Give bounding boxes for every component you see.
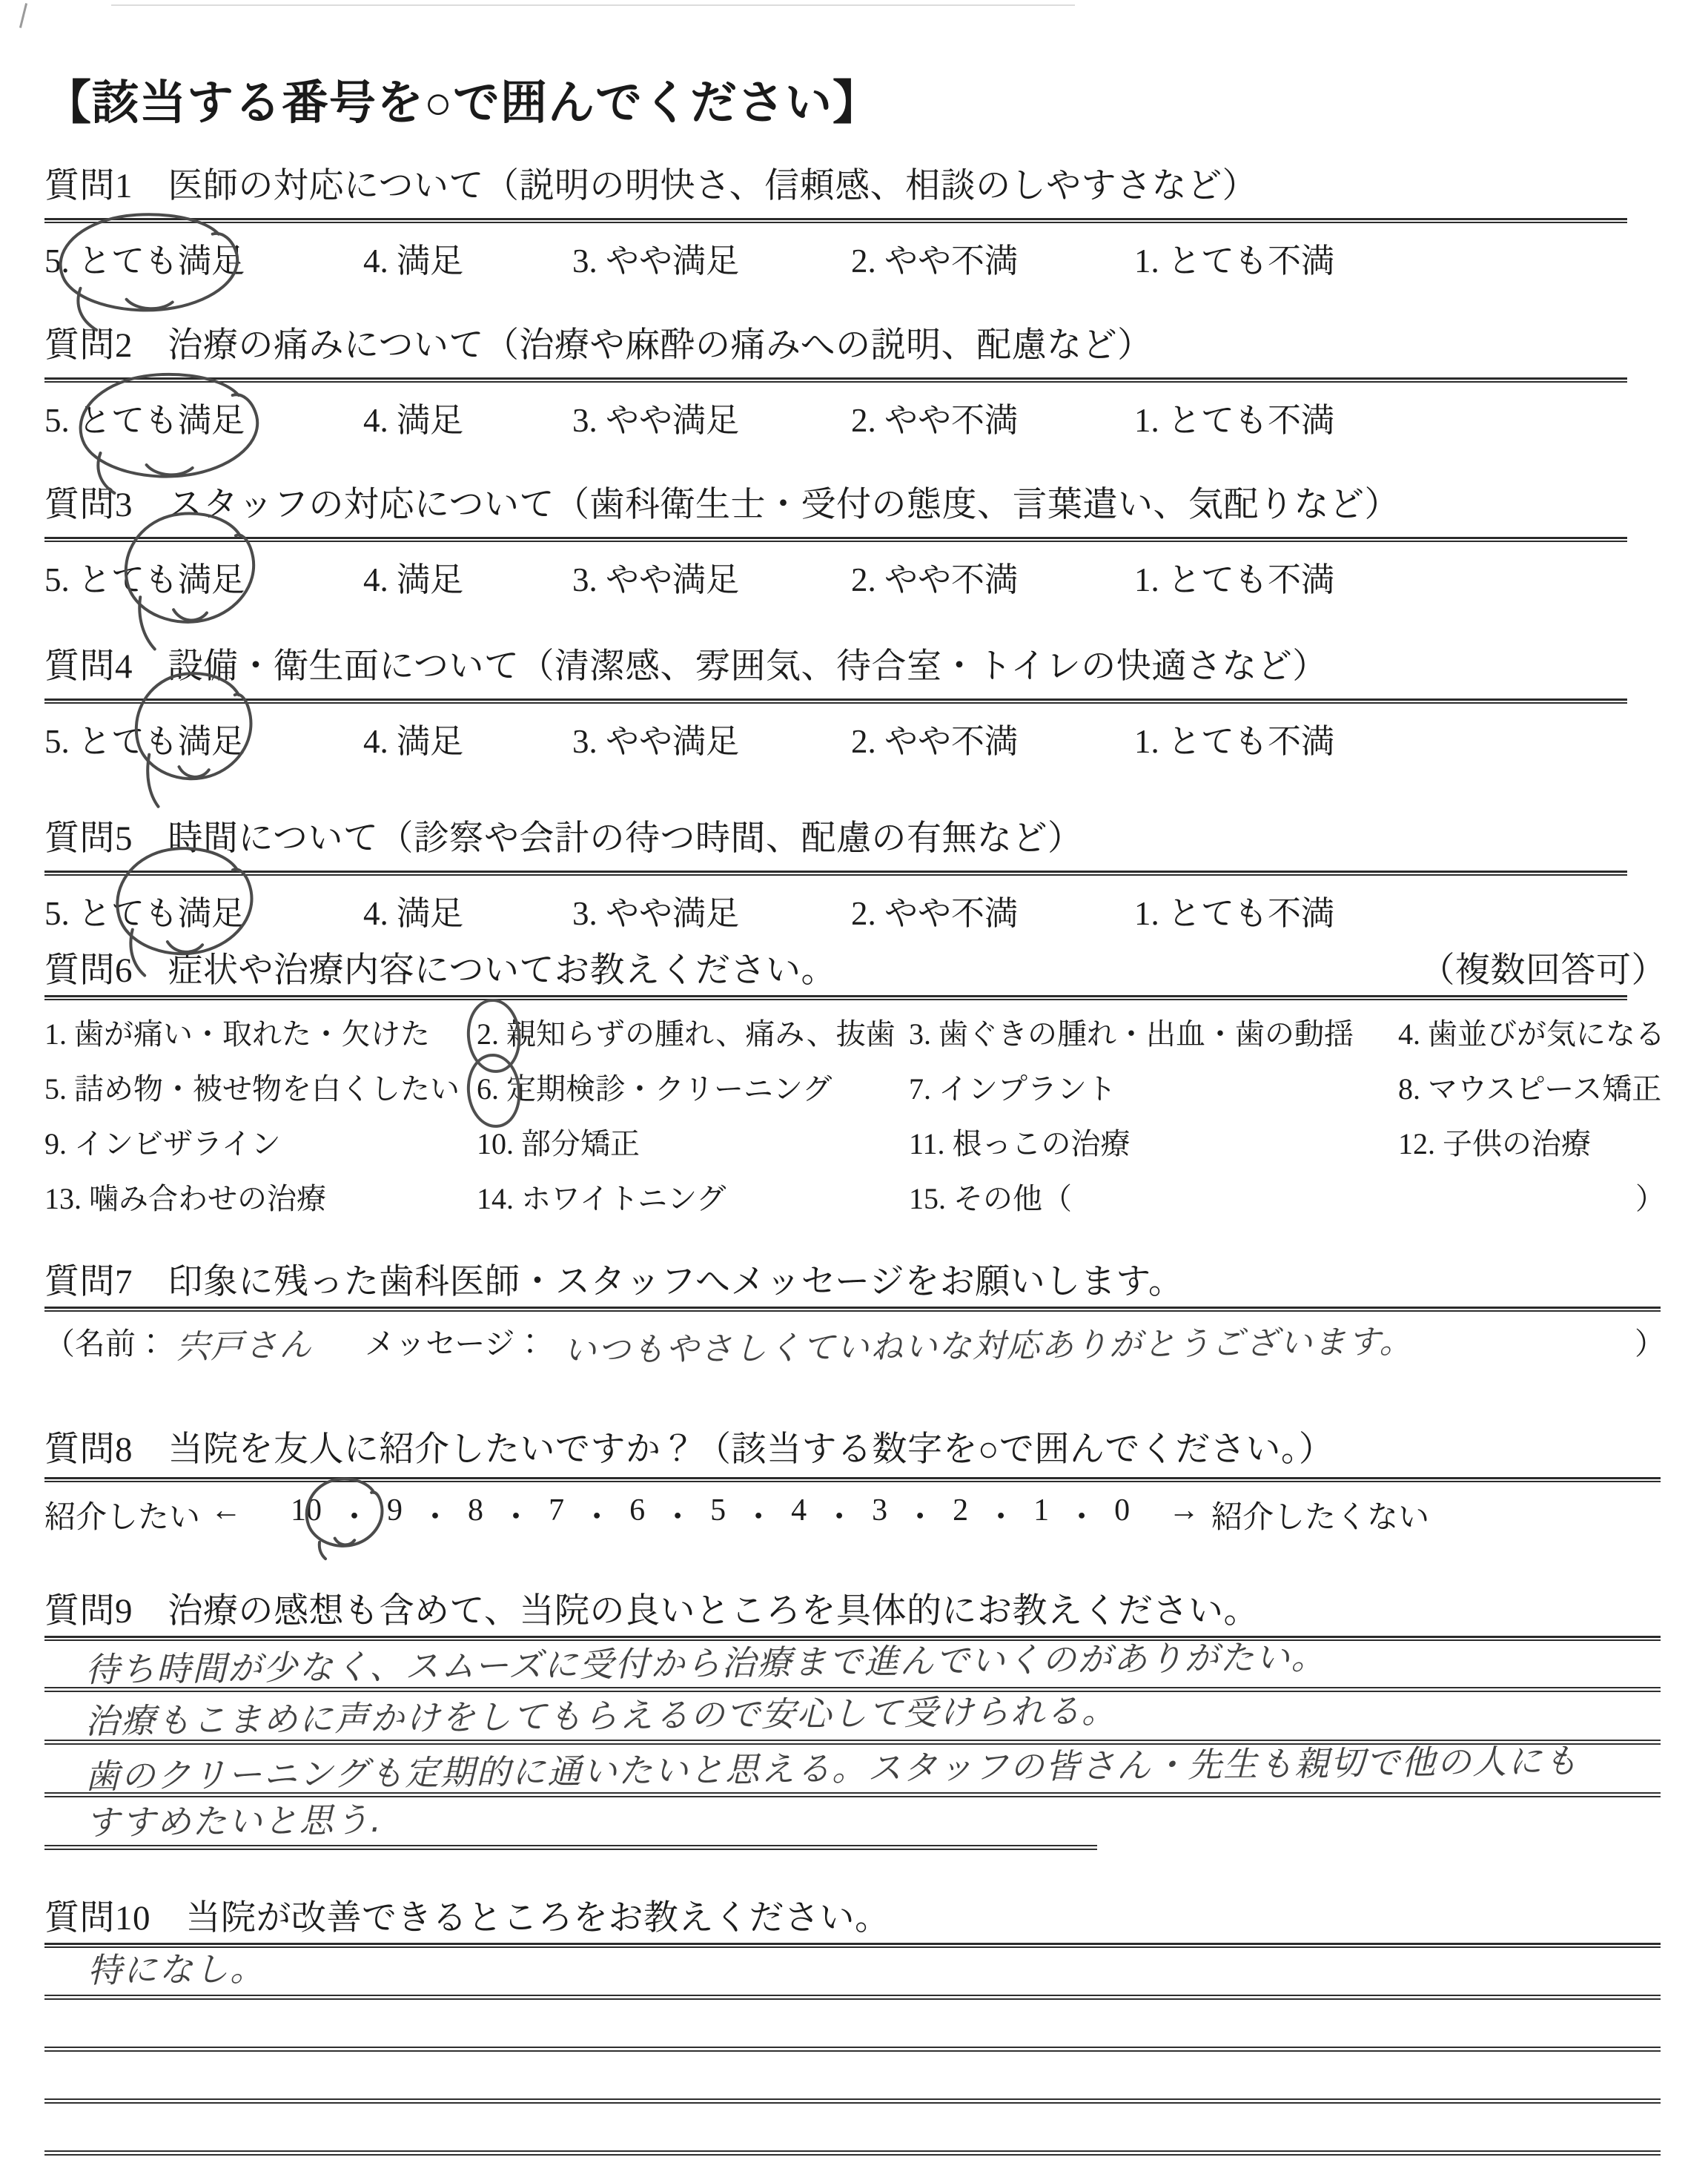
option-very-satisfied[interactable]: 5. とても満足 (44, 561, 245, 598)
question-5 (44, 817, 1666, 932)
answer-circle-q6-2: 2. (477, 1017, 499, 1051)
q9-answer-text-3: 歯のクリーニングも定期的に通いたいと思える。スタッフの皆さん・先生も親切で他の人にも (85, 1740, 1580, 1797)
q9-answer-text-2: 治療もこまめに声かけをしてもらえるので安心して受けられる。 (85, 1690, 1118, 1742)
question-5-heading: 質問5 時間について（診察や会計の待つ時間、配慮の有無など） (44, 819, 1083, 858)
option-somewhat-satisfied[interactable]: 3. やや満足 (572, 402, 740, 439)
option-somewhat-satisfied[interactable]: 3. やや満足 (572, 895, 740, 932)
q6-item-5[interactable]: 5. 詰め物・被せ物を白くしたい (44, 1072, 460, 1106)
question-9-heading: 質問9 治療の感想も含めて、当院の良いところを具体的にお教えください。 (44, 1592, 1260, 1631)
question-3-heading: 質問3 スタッフの対応について（歯科衛生士・受付の態度、言葉遣い、気配りなど） (44, 486, 1400, 524)
divider (44, 218, 1627, 223)
question-2 (44, 324, 1666, 439)
divider (44, 995, 1627, 1000)
question-8 (44, 1428, 1666, 1546)
q6-item-4[interactable]: 4. 歯並びが気になる (1398, 1017, 1665, 1051)
question-6-row-4 (44, 1175, 1666, 1218)
question-5-options (44, 886, 1666, 932)
answer-rule (44, 2150, 1661, 2156)
divider (44, 537, 1627, 542)
option-satisfied[interactable]: 4. 満足 (363, 895, 464, 932)
divider (44, 1943, 1661, 1948)
answer-rule (44, 2047, 1661, 2052)
question-6-row-3 (44, 1120, 1666, 1163)
question-1 (44, 165, 1666, 280)
scan-artifact-top-line (111, 4, 1075, 6)
q6-item-13[interactable]: 13. 噛み合わせの治療 (44, 1182, 326, 1215)
dot-separator: ・ (339, 1501, 371, 1535)
left-arrow-icon: ← (211, 1493, 242, 1527)
q6-item-9[interactable]: 9. インビザライン (44, 1127, 281, 1160)
q6-other-close-paren: ） (1635, 1182, 1665, 1215)
question-7-heading: 質問7 印象に残った歯科医師・スタッフへメッセージをお願いします。 (44, 1263, 1184, 1301)
question-4-options (44, 714, 1666, 760)
q8-number-2[interactable]: 2 (953, 1493, 969, 1527)
q6-item-12[interactable]: 12. 子供の治療 (1398, 1127, 1591, 1160)
q7-close-paren: ） (1635, 1327, 1665, 1361)
q8-number-0[interactable]: 0 (1114, 1493, 1131, 1527)
dot-separator: ・ (824, 1501, 855, 1535)
q6-item-14[interactable]: 14. ホワイトニング (477, 1182, 726, 1215)
q10-answer-line-3[interactable] (44, 2052, 1666, 2098)
q8-label-not-refer: 紹介したくない (1211, 1501, 1430, 1535)
q6-item-11[interactable]: 11. 根っこの治療 (909, 1127, 1131, 1160)
answer-rule-partial (44, 1845, 1097, 1850)
q6-item-3[interactable]: 3. 歯ぐきの腫れ・出血・歯の動揺 (909, 1017, 1354, 1051)
option-somewhat-dissatisfied[interactable]: 2. やや不満 (851, 561, 1019, 598)
option-satisfied[interactable]: 4. 満足 (363, 723, 464, 760)
q7-message-label: メッセージ： (365, 1327, 546, 1361)
q9-answer-line-2[interactable] (44, 1692, 1666, 1740)
page-title: 【該当する番号を○で囲んでください】 (44, 77, 881, 129)
option-somewhat-dissatisfied[interactable]: 2. やや不満 (851, 723, 1019, 760)
dot-separator: ・ (420, 1501, 451, 1535)
q6-item-1[interactable]: 1. 歯が痛い・取れた・欠けた (44, 1017, 430, 1051)
option-somewhat-dissatisfied[interactable]: 2. やや不満 (851, 242, 1019, 280)
option-very-satisfied[interactable]: 5. とても満足 (44, 242, 245, 280)
option-satisfied[interactable]: 4. 満足 (363, 561, 464, 598)
q8-number-1[interactable]: 1 (1033, 1493, 1050, 1527)
q7-name-value[interactable]: 宍戸さん (176, 1326, 314, 1367)
q9-answer-text-1: 待ち時間が少なく、スムーズに受付から治療まで進んでいくのがありがたい。 (85, 1636, 1327, 1690)
q8-number-3[interactable]: 3 (872, 1493, 888, 1527)
option-very-dissatisfied[interactable]: 1. とても不満 (1134, 895, 1335, 932)
dot-separator: ・ (985, 1501, 1017, 1535)
question-6-note: （複数回答可） (1420, 951, 1666, 990)
question-2-options (44, 393, 1666, 439)
q10-answer-line-4[interactable] (44, 2104, 1666, 2150)
q8-number-5[interactable]: 5 (710, 1493, 726, 1527)
scan-artifact-diagonal (19, 3, 27, 28)
question-6-row-2 (44, 1066, 1666, 1109)
question-6 (44, 949, 1666, 1218)
option-somewhat-satisfied[interactable]: 3. やや満足 (572, 723, 740, 760)
q8-number-7[interactable]: 7 (549, 1493, 565, 1527)
option-somewhat-dissatisfied[interactable]: 2. やや不満 (851, 402, 1019, 439)
dot-separator: ・ (904, 1501, 936, 1535)
dot-separator: ・ (581, 1501, 613, 1535)
q8-number-6[interactable]: 6 (629, 1493, 646, 1527)
q9-answer-line-4[interactable] (44, 1797, 1666, 1845)
q7-message-value[interactable]: いつもやさしくていねいな対応ありがとうございます。 (563, 1322, 1414, 1370)
answer-circle-q6-6: 6. (477, 1072, 499, 1106)
divider (44, 871, 1627, 876)
question-6-row-1 (44, 1011, 1666, 1054)
option-very-dissatisfied[interactable]: 1. とても不満 (1134, 402, 1335, 439)
option-very-satisfied[interactable]: 5. とても満足 (44, 402, 245, 439)
q9-answer-text-4: すすめたいと思う. (85, 1799, 383, 1843)
right-arrow-icon: → (1168, 1493, 1200, 1527)
question-10 (44, 1897, 1666, 2156)
question-1-heading: 質問1 医師の対応について（説明の明快さ、信頼感、相談のしやすさなど） (44, 167, 1258, 205)
answer-rule (44, 2098, 1661, 2104)
option-very-dissatisfied[interactable]: 1. とても不満 (1134, 723, 1335, 760)
question-4-heading: 質問4 設備・衛生面について（清潔感、雰囲気、待合室・トイレの快適さなど） (44, 647, 1328, 686)
q6-item-10[interactable]: 10. 部分矯正 (477, 1127, 640, 1160)
question-7-answer-line[interactable] (44, 1319, 1666, 1370)
dot-separator: ・ (743, 1501, 775, 1535)
question-6-heading: 質問6 症状や治療内容についてお教えください。 (44, 951, 837, 990)
option-somewhat-satisfied[interactable]: 3. やや満足 (572, 242, 740, 280)
option-satisfied[interactable]: 4. 満足 (363, 402, 464, 439)
option-satisfied[interactable]: 4. 満足 (363, 242, 464, 280)
question-10-heading: 質問10 当院が改善できるところをお教えください。 (44, 1899, 890, 1938)
dot-separator: ・ (1066, 1501, 1098, 1535)
question-8-scale (44, 1493, 1666, 1546)
option-very-satisfied[interactable]: 5. とても満足 (44, 895, 245, 932)
q6-item-15[interactable]: 15. その他（ (909, 1182, 1072, 1215)
divider (44, 698, 1627, 704)
option-very-dissatisfied[interactable]: 1. とても不満 (1134, 561, 1335, 598)
dot-separator: ・ (662, 1501, 694, 1535)
q6-item-2[interactable]: 2. 親知らずの腫れ、痛み、抜歯 (477, 1017, 896, 1051)
question-2-heading: 質問2 治療の痛みについて（治療や麻酔の痛みへの説明、配慮など） (44, 326, 1153, 365)
option-somewhat-dissatisfied[interactable]: 2. やや不満 (851, 895, 1019, 932)
q6-item-6[interactable]: 6. 定期検診・クリーニング (477, 1072, 833, 1106)
answer-rule (44, 1995, 1661, 2000)
question-1-options (44, 234, 1666, 280)
question-9 (44, 1590, 1666, 1850)
q7-name-label: （名前： (44, 1327, 166, 1361)
option-somewhat-satisfied[interactable]: 3. やや満足 (572, 561, 740, 598)
divider (44, 377, 1627, 383)
q10-answer-line-2[interactable] (44, 2000, 1666, 2047)
option-very-satisfied[interactable]: 5. とても満足 (44, 723, 245, 760)
q8-number-10[interactable]: 10 (291, 1493, 322, 1527)
q10-answer-line-1[interactable] (44, 1948, 1666, 1995)
q6-item-7[interactable]: 7. インプラント (909, 1072, 1116, 1106)
question-8-heading: 質問8 当院を友人に紹介したいですか？（該当する数字を○で囲んでください。） (44, 1430, 1334, 1469)
question-4 (44, 645, 1666, 760)
q10-answer-text: 特になし。 (87, 1948, 266, 1991)
q9-answer-line-3[interactable] (44, 1740, 1666, 1797)
q8-number-8[interactable]: 8 (468, 1493, 484, 1527)
q6-item-8[interactable]: 8. マウスピース矯正 (1398, 1072, 1662, 1106)
q8-label-want-to-refer: 紹介したい (44, 1501, 201, 1535)
question-7 (44, 1261, 1666, 1370)
question-3 (44, 483, 1666, 598)
option-very-dissatisfied[interactable]: 1. とても不満 (1134, 242, 1335, 280)
divider (44, 1477, 1661, 1482)
q8-number-4[interactable]: 4 (791, 1493, 807, 1527)
dot-separator: ・ (500, 1501, 532, 1535)
divider (44, 1307, 1661, 1312)
q8-number-9[interactable]: 9 (387, 1493, 403, 1527)
q9-answer-line-1[interactable] (44, 1636, 1666, 1690)
question-3-options (44, 552, 1666, 598)
